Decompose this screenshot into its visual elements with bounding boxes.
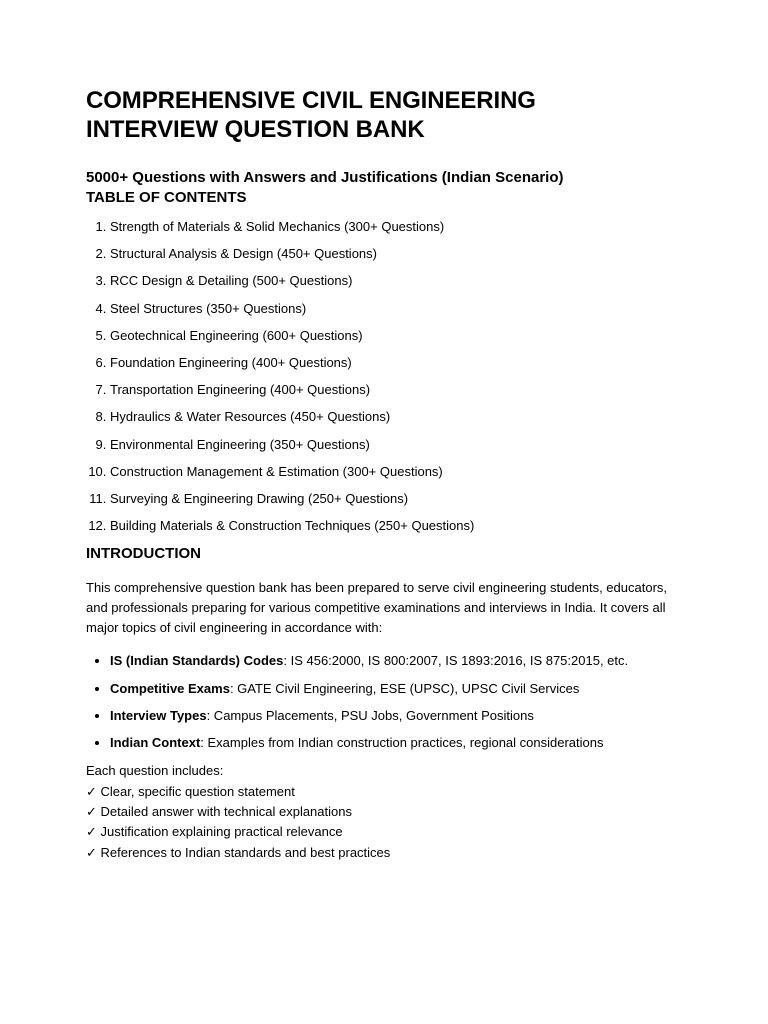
list-item — [110, 680, 686, 697]
includes-checklist — [86, 782, 686, 863]
toc-heading: TABLE OF CONTENTS — [86, 189, 247, 206]
toc-item-5: 5. Geotechnical Engineering (600+ Questions) — [110, 327, 686, 344]
standards-list — [86, 652, 686, 751]
toc-item-11: 11. Surveying & Engineering Drawing (250+ Questions) — [110, 490, 686, 507]
list-item-label: Interview Types — [110, 707, 207, 723]
introduction-heading: INTRODUCTION — [86, 545, 201, 563]
checklist-item: ✓ Detailed answer with technical explanations — [86, 804, 352, 820]
toc-item-2: 2. Structural Analysis & Design (450+ Questions) — [110, 245, 686, 262]
toc-item-10: 10. Construction Management & Estimation (300+ Questions) — [110, 463, 686, 480]
list-item-label: IS (Indian Standards) Codes — [110, 653, 284, 669]
toc-item-4: 4. Steel Structures (350+ Questions) — [110, 300, 686, 317]
list-item-text: : Campus Placements, PSU Jobs, Government Positions — [206, 707, 534, 723]
list-item — [110, 652, 686, 669]
toc-item-7: 7. Transportation Engineering (400+ Questions) — [110, 381, 686, 398]
toc-item-6: 6. Foundation Engineering (400+ Questions) — [110, 354, 686, 371]
includes-label: Each question includes: — [86, 763, 224, 779]
list-item — [110, 734, 686, 751]
document-title — [86, 86, 686, 144]
toc-item-3: 3. RCC Design & Detailing (500+ Questions) — [110, 272, 686, 289]
list-item-text: : GATE Civil Engineering, ESE (UPSC), UPSC Civil Services — [229, 680, 580, 696]
document-content — [86, 86, 686, 863]
toc-list — [86, 218, 686, 534]
title-line-2: INTERVIEW QUESTION BANK — [86, 116, 425, 143]
toc-item-1: 1. Strength of Materials & Solid Mechanics (300+ Questions) — [110, 218, 686, 235]
toc-item-12: 12. Building Materials & Construction Techniques (250+ Questions) — [110, 517, 686, 534]
checklist-item: ✓ Justification explaining practical relevance — [86, 824, 343, 840]
list-item-text: : IS 456:2000, IS 800:2007, IS 1893:2016, IS 875:2015, etc. — [283, 653, 629, 669]
title-line-1: COMPREHENSIVE CIVIL ENGINEERING — [86, 87, 536, 114]
list-item-text: : Examples from Indian construction practices, regional considerations — [200, 735, 604, 751]
list-item-label: Indian Context — [110, 735, 201, 751]
checklist-item: ✓ Clear, specific question statement — [86, 783, 295, 799]
introduction-paragraph: This comprehensive question bank has been prepared to serve civil engineering students, educators, and professionals preparing for various competitive examinations and interviews in India. It covers all major topics of civil engineering in accordance with: — [86, 580, 668, 636]
toc-item-9: 9. Environmental Engineering (350+ Questions) — [110, 436, 686, 453]
checklist-item: ✓ References to Indian standards and best practices — [86, 844, 391, 860]
toc-item-8: 8. Hydraulics & Water Resources (450+ Questions) — [110, 408, 686, 425]
list-item-label: Competitive Exams — [110, 680, 230, 696]
document-subtitle: 5000+ Questions with Answers and Justifications (Indian Scenario) — [86, 169, 564, 186]
list-item — [110, 707, 686, 724]
